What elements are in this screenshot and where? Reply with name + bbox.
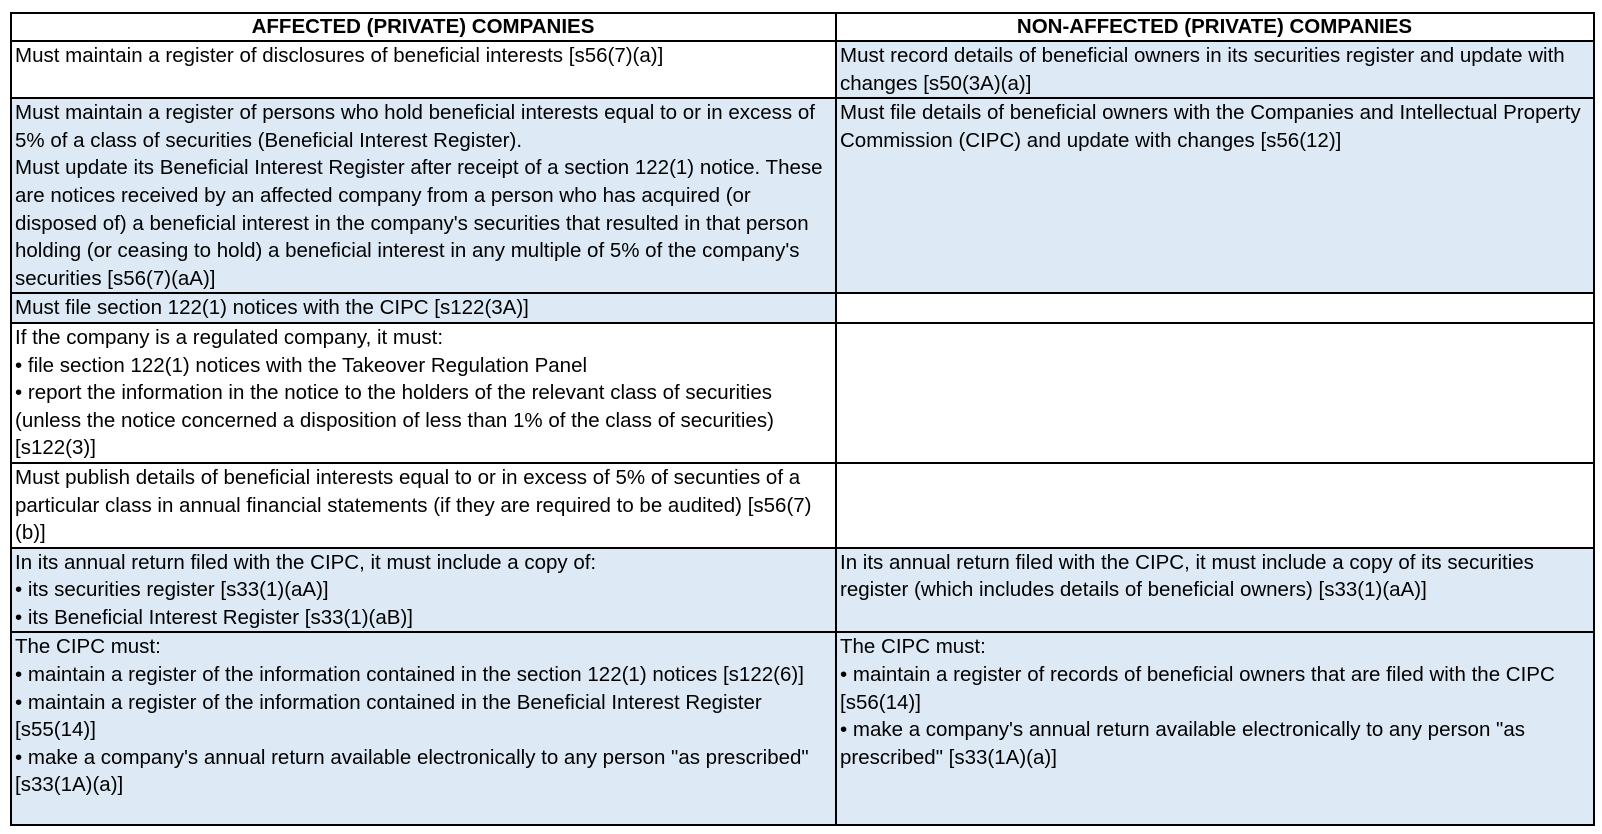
- cell-line: • make a company's annual return available electronically to any person "as prescribed" [s33(1A)(a)]: [840, 718, 1531, 769]
- cell-line: In its annual return filed with the CIPC, it must include a copy of its securities register (which includes details of beneficial owners) [s33(1)(aA)]: [840, 550, 1540, 602]
- comparison-table: [10, 12, 1595, 826]
- table-row: [11, 293, 1594, 323]
- cell-line: • its Beneficial Interest Register [s33(1)(aB)]: [15, 605, 413, 629]
- cell-line: • make a company's annual return available electronically to any person "as prescribed" [s33(1A)(a)]: [15, 745, 815, 797]
- table-row: [11, 323, 1594, 463]
- table-row: [11, 632, 1594, 825]
- cell-line: • maintain a register of the information contained in the Beneficial Interest Register [s55(14)]: [15, 690, 768, 742]
- cell-line: • file section 122(1) notices with the Takeover Regulation Panel: [15, 353, 588, 377]
- header-row: [11, 13, 1594, 41]
- cell-line: If the company is a regulated company, it must:: [15, 325, 444, 349]
- cell-line: Must maintain a register of disclosures of beneficial interests [s56(7)(a)]: [15, 44, 664, 67]
- non-affected-cell: [836, 293, 1594, 323]
- non-affected-cell: [836, 323, 1594, 463]
- affected-cell: [11, 323, 836, 463]
- non-affected-cell: [836, 98, 1594, 293]
- table-row: [11, 41, 1594, 98]
- header-non-affected: NON-AFFECTED (PRIVATE) COMPANIES: [836, 13, 1594, 41]
- cell-line: Must update its Beneficial Interest Register after receipt of a section 122(1) notice. These are notices received by an affected company from a person who has acquired (or disposed of) a beneficial interest in the company's securities that resulted in that person holding (or ceasing to hold) a beneficial interest in any multiple of 5% of the company's securities [s56(7)(aA)]: [15, 156, 829, 290]
- header-affected: AFFECTED (PRIVATE) COMPANIES: [11, 13, 836, 41]
- affected-cell: [11, 548, 836, 633]
- cell-line: Must record details of beneficial owners in its securities register and update with changes [s50(3A)(a)]: [840, 44, 1571, 95]
- affected-cell: [11, 632, 836, 825]
- non-affected-cell: [836, 548, 1594, 633]
- cell-line: In its annual return filed with the CIPC, it must include a copy of:: [15, 550, 597, 574]
- non-affected-cell: [836, 463, 1594, 548]
- cell-line: Must file details of beneficial owners with the Companies and Intellectual Property Commission (CIPC) and update with changes [s56(12)]: [840, 101, 1587, 152]
- affected-cell: [11, 463, 836, 548]
- table-row: [11, 98, 1594, 293]
- cell-line: • maintain a register of records of beneficial owners that are filed with the CIPC [s56(14)]: [840, 663, 1561, 714]
- cell-line: • report the information in the notice to the holders of the relevant class of securities (unless the notice concerned a disposition of less than 1% of the class of securities) [s122(3)]: [15, 381, 780, 460]
- non-affected-cell: [836, 632, 1594, 825]
- cell-line: Must maintain a register of persons who hold beneficial interests equal to or in excess of 5% of a class of securities (Beneficial Interest Register).: [15, 101, 821, 152]
- cell-line: Must file section 122(1) notices with the CIPC [s122(3A)]: [15, 296, 529, 320]
- table-row: [11, 548, 1594, 633]
- cell-line: • maintain a register of the information contained in the section 122(1) notices [s122(6)]: [15, 663, 804, 687]
- affected-cell: [11, 98, 836, 293]
- table-row: [11, 463, 1594, 548]
- cell-line: Must publish details of beneficial interests equal to or in excess of 5% of secunties of a particular class in annual financial statements (if they are required to be audited) [s56(7)(b)]: [15, 465, 812, 545]
- cell-line: The CIPC must:: [15, 635, 161, 659]
- non-affected-cell: [836, 41, 1594, 98]
- affected-cell: [11, 41, 836, 98]
- affected-cell: [11, 293, 836, 323]
- cell-line: • its securities register [s33(1)(aA)]: [15, 578, 329, 602]
- cell-line: The CIPC must:: [840, 635, 986, 659]
